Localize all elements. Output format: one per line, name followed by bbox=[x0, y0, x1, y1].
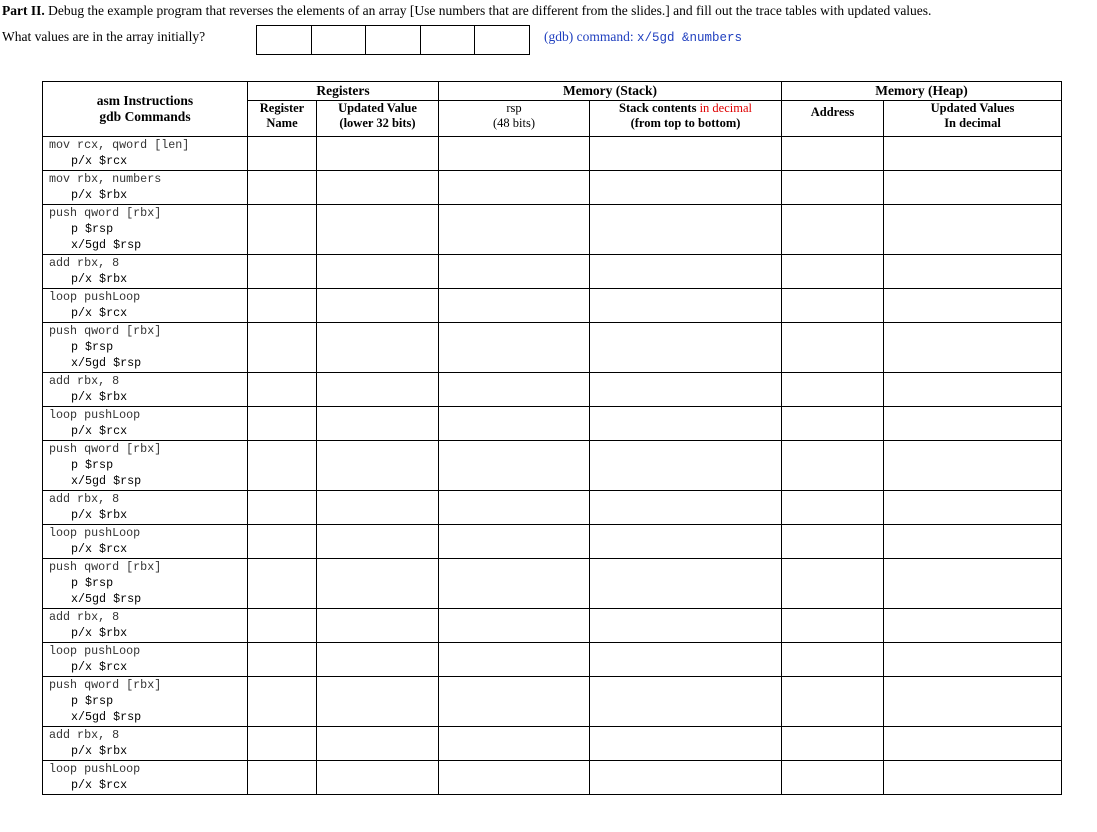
trace-row bbox=[43, 677, 1062, 727]
asm-instruction-cell bbox=[43, 761, 248, 795]
register-name-cell[interactable] bbox=[248, 255, 317, 289]
register-value-cell[interactable] bbox=[317, 255, 439, 289]
asm-instruction: push qword [rbx] bbox=[49, 678, 162, 692]
register-value-cell[interactable] bbox=[317, 323, 439, 373]
rsp-cell[interactable] bbox=[439, 643, 590, 677]
asm-instruction: push qword [rbx] bbox=[49, 560, 162, 574]
asm-instruction-cell bbox=[43, 289, 248, 323]
trace-row bbox=[43, 761, 1062, 795]
asm-instruction: push qword [rbx] bbox=[49, 324, 162, 338]
asm-instruction: add rbx, 8 bbox=[49, 610, 120, 624]
trace-row bbox=[43, 609, 1062, 643]
gdb-command: p/x $rcx bbox=[71, 660, 128, 674]
register-name-cell[interactable] bbox=[248, 171, 317, 205]
heap-values-cell[interactable] bbox=[884, 491, 1062, 525]
gdb-command-hint: (gdb) command: x/5gd &numbers bbox=[544, 29, 743, 45]
part-instructions bbox=[2, 3, 931, 19]
register-value-cell[interactable] bbox=[317, 559, 439, 609]
heap-values-cell[interactable] bbox=[884, 137, 1062, 171]
register-value-cell[interactable] bbox=[317, 677, 439, 727]
register-name-cell[interactable] bbox=[248, 441, 317, 491]
asm-instruction: add rbx, 8 bbox=[49, 374, 120, 388]
stack-contents-cell[interactable] bbox=[590, 407, 782, 441]
trace-row bbox=[43, 559, 1062, 609]
asm-instruction: loop pushLoop bbox=[49, 762, 141, 776]
stack-contents-cell[interactable] bbox=[590, 761, 782, 795]
gdb-command: p/x $rbx bbox=[71, 272, 128, 286]
gdb-command: x/5gd $rsp bbox=[71, 238, 142, 252]
trace-row bbox=[43, 525, 1062, 559]
asm-instruction-cell bbox=[43, 255, 248, 289]
register-value-header: Updated Value (lower 32 bits) bbox=[317, 101, 439, 137]
gdb-command: p/x $rbx bbox=[71, 626, 128, 640]
register-name-cell[interactable] bbox=[248, 491, 317, 525]
heap-values-cell[interactable] bbox=[884, 255, 1062, 289]
register-name-cell[interactable] bbox=[248, 373, 317, 407]
stack-contents-cell[interactable] bbox=[590, 255, 782, 289]
stack-contents-cell[interactable] bbox=[590, 441, 782, 491]
gdb-command: p/x $rcx bbox=[71, 424, 128, 438]
gdb-command: p $rsp bbox=[71, 340, 114, 354]
register-value-cell[interactable] bbox=[317, 727, 439, 761]
gdb-command: p/x $rcx bbox=[71, 542, 128, 556]
asm-instruction: push qword [rbx] bbox=[49, 442, 162, 456]
rsp-header: rsp (48 bits) bbox=[439, 101, 590, 137]
trace-row bbox=[43, 441, 1062, 491]
heap-values-cell[interactable] bbox=[884, 407, 1062, 441]
heap-values-cell[interactable] bbox=[884, 727, 1062, 761]
gdb-command: p $rsp bbox=[71, 222, 114, 236]
heap-address-header: Address bbox=[782, 101, 884, 137]
register-name-cell[interactable] bbox=[248, 137, 317, 171]
asm-instruction-cell bbox=[43, 677, 248, 727]
register-name-cell[interactable] bbox=[248, 289, 317, 323]
asm-instruction: push qword [rbx] bbox=[49, 206, 162, 220]
rsp-cell[interactable] bbox=[439, 171, 590, 205]
heap-address-cell[interactable] bbox=[782, 171, 884, 205]
array-cell-4[interactable] bbox=[421, 26, 476, 54]
asm-instruction-cell bbox=[43, 525, 248, 559]
heap-address-cell[interactable] bbox=[782, 407, 884, 441]
trace-row bbox=[43, 171, 1062, 205]
register-name-cell[interactable] bbox=[248, 643, 317, 677]
heap-values-cell[interactable] bbox=[884, 373, 1062, 407]
heap-values-cell[interactable] bbox=[884, 761, 1062, 795]
heap-values-cell[interactable] bbox=[884, 559, 1062, 609]
asm-instruction-cell bbox=[43, 407, 248, 441]
rsp-cell[interactable] bbox=[439, 373, 590, 407]
rsp-cell[interactable] bbox=[439, 727, 590, 761]
stack-contents-cell[interactable] bbox=[590, 559, 782, 609]
trace-row bbox=[43, 255, 1062, 289]
asm-instruction: add rbx, 8 bbox=[49, 492, 120, 506]
heap-address-cell[interactable] bbox=[782, 677, 884, 727]
rsp-cell[interactable] bbox=[439, 323, 590, 373]
rsp-cell[interactable] bbox=[439, 255, 590, 289]
stack-contents-cell[interactable] bbox=[590, 137, 782, 171]
register-name-cell[interactable] bbox=[248, 761, 317, 795]
stack-contents-cell[interactable] bbox=[590, 525, 782, 559]
trace-table-body bbox=[43, 137, 1062, 795]
part-label: Part II. bbox=[2, 3, 45, 18]
gdb-hint-command: x/5gd bbox=[636, 31, 675, 45]
gdb-command: p/x $rcx bbox=[71, 778, 128, 792]
register-value-cell[interactable] bbox=[317, 441, 439, 491]
heap-address-cell[interactable] bbox=[782, 441, 884, 491]
array-cell-1[interactable] bbox=[257, 26, 312, 54]
rsp-cell[interactable] bbox=[439, 407, 590, 441]
register-value-cell[interactable] bbox=[317, 491, 439, 525]
gdb-command: x/5gd $rsp bbox=[71, 592, 142, 606]
trace-row bbox=[43, 407, 1062, 441]
rsp-cell[interactable] bbox=[439, 525, 590, 559]
array-cell-2[interactable] bbox=[312, 26, 367, 54]
gdb-command: p $rsp bbox=[71, 458, 114, 472]
asm-instruction: loop pushLoop bbox=[49, 526, 141, 540]
asm-instruction: add rbx, 8 bbox=[49, 728, 120, 742]
gdb-command: p/x $rbx bbox=[71, 508, 128, 522]
asm-instruction-cell bbox=[43, 491, 248, 525]
register-value-cell[interactable] bbox=[317, 609, 439, 643]
trace-row bbox=[43, 323, 1062, 373]
register-name-cell[interactable] bbox=[248, 407, 317, 441]
asm-instruction: mov rbx, numbers bbox=[49, 172, 162, 186]
register-name-cell[interactable] bbox=[248, 559, 317, 609]
heap-address-cell[interactable] bbox=[782, 491, 884, 525]
heap-address-cell[interactable] bbox=[782, 205, 884, 255]
gdb-command: x/5gd $rsp bbox=[71, 474, 142, 488]
register-name-cell[interactable] bbox=[248, 525, 317, 559]
asm-instruction-cell bbox=[43, 441, 248, 491]
initial-array-input bbox=[256, 25, 530, 55]
stack-contents-cell[interactable] bbox=[590, 205, 782, 255]
rsp-cell[interactable] bbox=[439, 609, 590, 643]
asm-instruction-cell bbox=[43, 373, 248, 407]
heap-address-cell[interactable] bbox=[782, 525, 884, 559]
stack-contents-cell[interactable] bbox=[590, 171, 782, 205]
rsp-cell[interactable] bbox=[439, 559, 590, 609]
asm-instruction-cell bbox=[43, 171, 248, 205]
register-name-cell[interactable] bbox=[248, 677, 317, 727]
register-value-cell[interactable] bbox=[317, 761, 439, 795]
heap-values-cell[interactable] bbox=[884, 643, 1062, 677]
register-value-cell[interactable] bbox=[317, 373, 439, 407]
gdb-command: p/x $rbx bbox=[71, 390, 128, 404]
trace-row bbox=[43, 137, 1062, 171]
heap-values-cell[interactable] bbox=[884, 171, 1062, 205]
heap-address-cell[interactable] bbox=[782, 373, 884, 407]
gdb-command: p $rsp bbox=[71, 694, 114, 708]
register-name-cell[interactable] bbox=[248, 205, 317, 255]
rsp-cell[interactable] bbox=[439, 761, 590, 795]
instructions-text: Debug the example program that reverses the elements of an array [Use numbers that are different from the slides.] and fill out the trace tables with updated values. bbox=[44, 3, 932, 18]
stack-contents-cell[interactable] bbox=[590, 323, 782, 373]
heap-values-cell[interactable] bbox=[884, 441, 1062, 491]
rsp-cell[interactable] bbox=[439, 677, 590, 727]
array-cell-5[interactable] bbox=[475, 26, 529, 54]
gdb-command: p/x $rcx bbox=[71, 306, 128, 320]
heap-values-cell[interactable] bbox=[884, 525, 1062, 559]
gdb-command: p/x $rbx bbox=[71, 744, 128, 758]
asm-instruction: add rbx, 8 bbox=[49, 256, 120, 270]
trace-row bbox=[43, 643, 1062, 677]
register-value-cell[interactable] bbox=[317, 407, 439, 441]
stack-header: Memory (Stack) bbox=[439, 82, 782, 101]
asm-instruction: loop pushLoop bbox=[49, 408, 141, 422]
register-name-cell[interactable] bbox=[248, 323, 317, 373]
rsp-cell[interactable] bbox=[439, 289, 590, 323]
rsp-cell[interactable] bbox=[439, 491, 590, 525]
trace-row bbox=[43, 491, 1062, 525]
heap-values-cell[interactable] bbox=[884, 609, 1062, 643]
gdb-command: p $rsp bbox=[71, 576, 114, 590]
gdb-command: p/x $rbx bbox=[71, 188, 128, 202]
asm-instruction-cell bbox=[43, 137, 248, 171]
heap-address-cell[interactable] bbox=[782, 559, 884, 609]
heap-address-cell[interactable] bbox=[782, 289, 884, 323]
register-name-cell[interactable] bbox=[248, 609, 317, 643]
trace-row bbox=[43, 373, 1062, 407]
heap-address-cell[interactable] bbox=[782, 323, 884, 373]
trace-table bbox=[42, 81, 1062, 795]
heap-values-cell[interactable] bbox=[884, 677, 1062, 727]
stack-contents-cell[interactable] bbox=[590, 373, 782, 407]
stack-contents-cell[interactable] bbox=[590, 609, 782, 643]
asm-header: asm Instructions gdb Commands bbox=[43, 82, 248, 137]
asm-instruction-cell bbox=[43, 205, 248, 255]
gdb-command: x/5gd $rsp bbox=[71, 710, 142, 724]
stack-contents-cell[interactable] bbox=[590, 289, 782, 323]
heap-address-cell[interactable] bbox=[782, 727, 884, 761]
gdb-command: p/x $rcx bbox=[71, 154, 128, 168]
heap-values-cell[interactable] bbox=[884, 205, 1062, 255]
register-value-cell[interactable] bbox=[317, 205, 439, 255]
heap-address-cell[interactable] bbox=[782, 137, 884, 171]
heap-values-cell[interactable] bbox=[884, 323, 1062, 373]
asm-instruction-cell bbox=[43, 323, 248, 373]
stack-contents-header: Stack contents in decimal (from top to bottom) bbox=[590, 101, 782, 137]
register-name-cell[interactable] bbox=[248, 727, 317, 761]
asm-instruction-cell bbox=[43, 727, 248, 761]
register-value-cell[interactable] bbox=[317, 171, 439, 205]
stack-contents-cell[interactable] bbox=[590, 677, 782, 727]
register-value-cell[interactable] bbox=[317, 289, 439, 323]
trace-row bbox=[43, 727, 1062, 761]
array-question: What values are in the array initially? bbox=[2, 29, 206, 44]
trace-row bbox=[43, 205, 1062, 255]
asm-instruction: mov rcx, qword [len] bbox=[49, 138, 190, 152]
heap-values-header: Updated Values In decimal bbox=[884, 101, 1062, 137]
asm-instruction-cell bbox=[43, 609, 248, 643]
gdb-command: x/5gd $rsp bbox=[71, 356, 142, 370]
heap-address-cell[interactable] bbox=[782, 609, 884, 643]
register-value-cell[interactable] bbox=[317, 643, 439, 677]
asm-instruction-cell bbox=[43, 559, 248, 609]
heap-address-cell[interactable] bbox=[782, 761, 884, 795]
rsp-cell[interactable] bbox=[439, 137, 590, 171]
asm-instruction-cell bbox=[43, 643, 248, 677]
heap-values-cell[interactable] bbox=[884, 289, 1062, 323]
stack-contents-cell[interactable] bbox=[590, 727, 782, 761]
gdb-hint-arg: &numbers bbox=[682, 31, 743, 45]
heap-address-cell[interactable] bbox=[782, 643, 884, 677]
rsp-cell[interactable] bbox=[439, 205, 590, 255]
trace-row bbox=[43, 289, 1062, 323]
rsp-cell[interactable] bbox=[439, 441, 590, 491]
register-value-cell[interactable] bbox=[317, 137, 439, 171]
heap-address-cell[interactable] bbox=[782, 255, 884, 289]
asm-instruction: loop pushLoop bbox=[49, 290, 141, 304]
array-cell-3[interactable] bbox=[366, 26, 421, 54]
register-value-cell[interactable] bbox=[317, 525, 439, 559]
heap-header: Memory (Heap) bbox=[782, 82, 1062, 101]
registers-header: Registers bbox=[248, 82, 439, 101]
stack-contents-cell[interactable] bbox=[590, 491, 782, 525]
asm-instruction: loop pushLoop bbox=[49, 644, 141, 658]
register-name-header: Register Name bbox=[248, 101, 317, 137]
stack-contents-cell[interactable] bbox=[590, 643, 782, 677]
